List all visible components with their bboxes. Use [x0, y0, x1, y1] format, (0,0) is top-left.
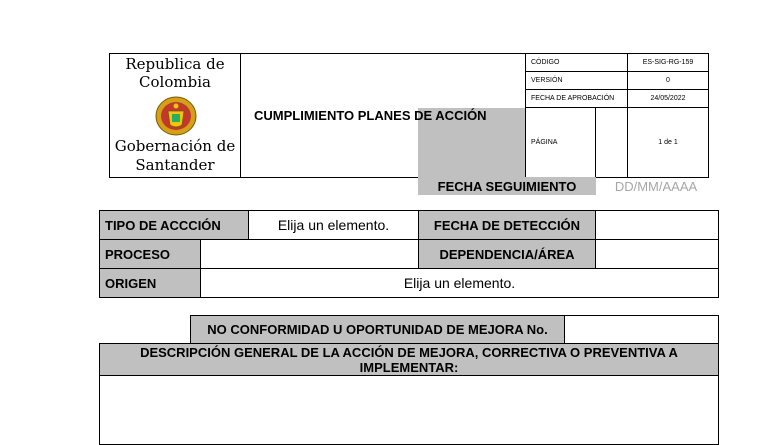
meta-value-version: 0 [627, 71, 709, 90]
meta-value-codigo: ES-SIG-RG-159 [627, 53, 709, 72]
meta-value-pagina: 1 de 1 [627, 107, 709, 178]
proceso-field[interactable] [200, 239, 419, 269]
fecha-seguimiento-label: FECHA SEGUIMIENTO [418, 177, 596, 195]
meta-label-codigo: CÓDIGO [525, 53, 628, 72]
fecha-deteccion-field[interactable] [595, 210, 719, 240]
meta-pagina-spacer [595, 107, 628, 178]
meta-label-fecha-aprobacion: FECHA DE APROBACIÓN [525, 89, 628, 108]
tipo-accion-label: TIPO DE ACCCIÓN [99, 210, 249, 240]
meta-label-version: VERSIÓN [525, 71, 628, 90]
dependencia-field[interactable] [595, 239, 719, 269]
fecha-deteccion-label: FECHA DE DETECCIÓN [418, 210, 596, 240]
entity-name-top: Republica de Colombia [125, 55, 225, 91]
meta-value-fecha-aprobacion: 24/05/2022 [627, 89, 709, 108]
descripcion-label: DESCRIPCIÓN GENERAL DE LA ACCIÓN DE MEJORA, CORRECTIVA O PREVENTIVA A IMPLEMENTAR: [99, 343, 719, 376]
descripcion-field[interactable] [99, 375, 719, 445]
no-conformidad-label: NO CONFORMIDAD U OPORTUNIDAD DE MEJORA No. [190, 315, 565, 344]
seal-icon [154, 95, 198, 137]
doc-title: CUMPLIMIENTO PLANES DE ACCIÓN [254, 108, 487, 123]
dependencia-label: DEPENDENCIA/ÁREA [418, 239, 596, 269]
origen-label: ORIGEN [99, 268, 201, 298]
no-conformidad-field[interactable] [564, 315, 719, 344]
proceso-label: PROCESO [99, 239, 201, 269]
entity-name-bottom: Gobernación de Santander [114, 137, 236, 174]
meta-label-pagina: PÁGINA [525, 107, 596, 178]
tipo-accion-select[interactable]: Elija un elemento. [248, 210, 419, 240]
origen-select[interactable]: Elija un elemento. [200, 268, 719, 298]
fecha-seguimiento-field[interactable]: DD/MM/AAAA [614, 178, 698, 194]
